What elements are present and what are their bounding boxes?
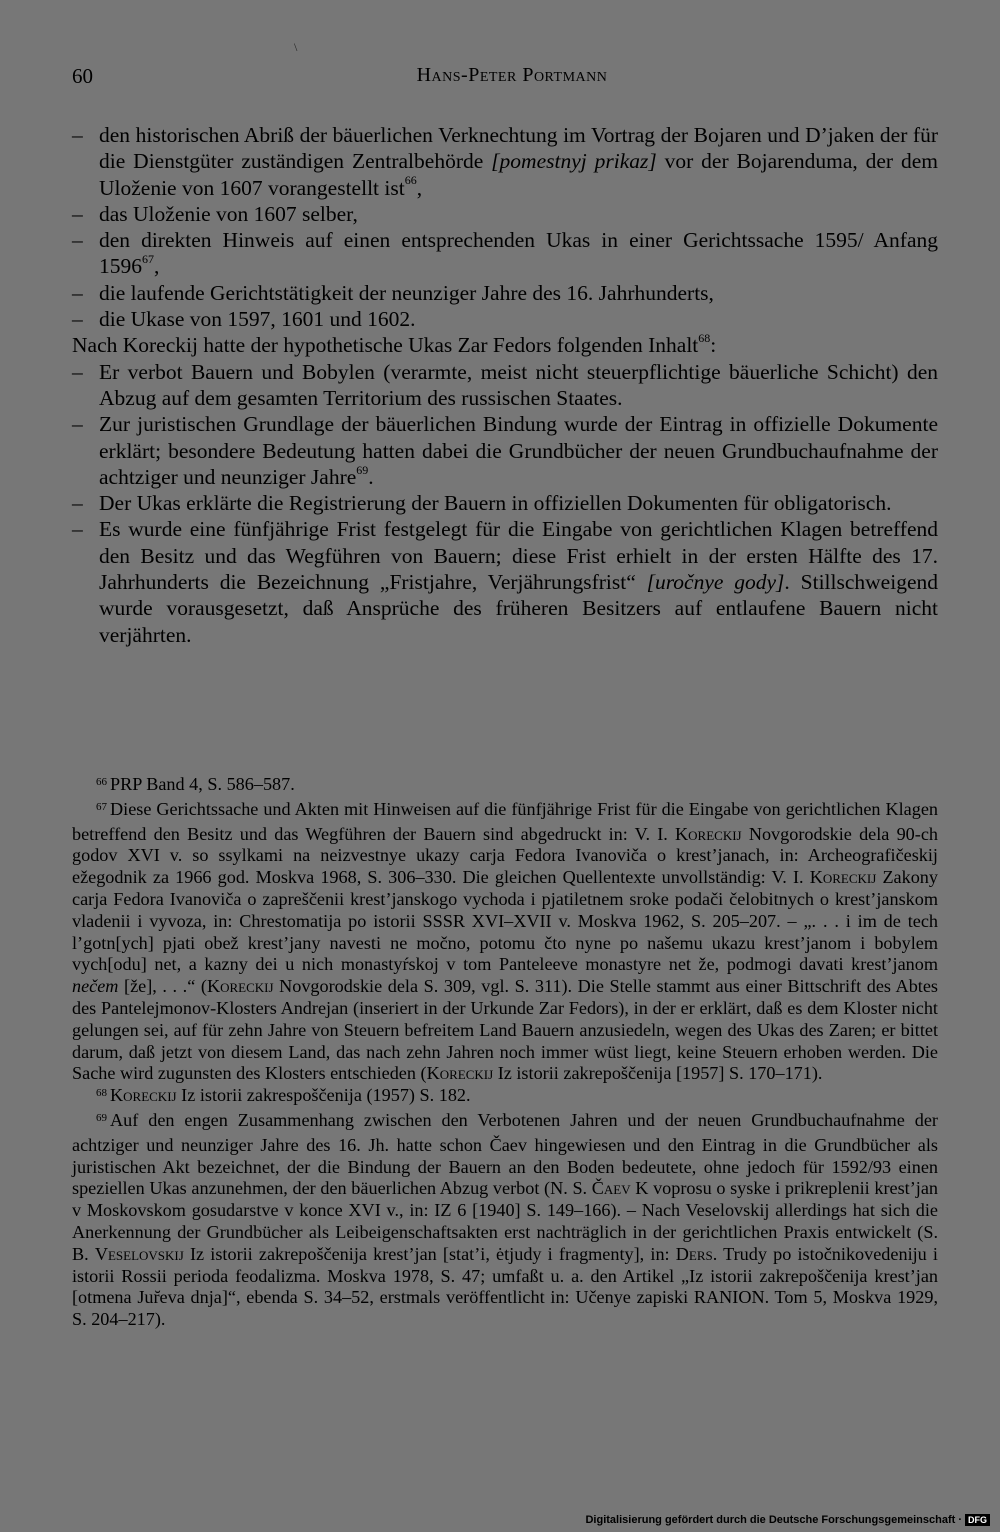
page-header [72,64,952,94]
footnote-ref: 67 [142,252,154,267]
footnotes [72,774,938,1331]
digitization-credit [585,1514,990,1526]
list-item: – Es wurde eine fünfjährige Frist festgelegt für die Eingabe von gerichtlichen Klagen betreffend den Besitz und das Wegführen von Bauern; diese Frist erhielt in der ersten Hälfte des 17. Jahrhunderts die Bezeichnung „Fristjahre, Verjährungsfrist“ [uročnye gody]. Stillschweigend wurde vorausgesetzt, daß Ansprüche des früheren Besitzers auf entlaufene Bauern nicht verjährten. [72,517,938,647]
scan-speck: \ [294,40,298,54]
footnote-67: $^{67}$ Diese Gerichtssache und Akten mit Hinweisen auf die fünfjährige Frist für die Eingabe von gerichtlichen Klagen betreffend den Besitz und das Wegführen der Bauern sind abgedruckt in: V. I. Koreckij Novgorodskie dela 90-ch godov XVI v. so ssylkami na neizvestnye ukazy carja Fedora Ivanoviča o krest’janach, in: Archeografičeskij ežegodnik za 1966 god. Moskva 1968, S. 306–330. Die gleichen Quellentexte unvollständig: V. I. Koreckij Zakony carja Fedora Ivanoviča o zapreščenii krest’janskogo vychoda i pjatiletnem sroke podači čelobitnych o krest’janskom vladenii i vyvoza, in: Chrestomatija po istorii SSSR XVI–XVII v. Moskva 1962, S. 205–207. – „. . . i im de tech l’gotn[ych] pjati obež krest’jany navesti ne močno, potomu čto nyne po našemu ukazu krest’janom i bobylem vych[odu] net, a kazny dei u nich monastyŕskoj v tom Panteleeve monastyre net že, podmogi davati krest’janom nečem [že], . . .“ (Koreckij Novgorodskie dela S. 309, vgl. S. 311). Die Stelle stammt aus einer Bittschrift des Abtes des Pantelejmonov-Klosters Andrejan (inseriert in der Urkunde Zar Fedors), in der er erklärt, daß es dem Kloster nicht gelungen sei, auf für zehn Jahre von Steuern befreitem Land Bauern anzusiedeln, wegen des Ukas des Zaren; er bittet darum, daß jetzt von diesem Land, das nach zehn Jahren noch immer wüst liegt, keine Steuern erhoben werden. Die Sache wird zugunsten des Klosters entschieden (Koreckij Iz istorii zakrepoščenija [1957] S. 170–171). [72,798,938,1084]
footnote-ref: 68 [698,331,711,346]
main-text [72,122,938,648]
footnote-68: $^{68}$ Koreckij Iz istorii zakrespoščenija (1957) S. 182. [96,1085,471,1106]
list-item: – die Ukase von 1597, 1601 und 1602. [72,307,416,332]
footnote-ref: 66 [404,173,417,188]
dfg-logo-icon: DFG [965,1514,990,1526]
credit-text: Digitalisierung gefördert durch die Deutsche Forschungsgemeinschaft · [585,1514,962,1526]
list-item: – Er verbot Bauern und Bobylen (verarmte, meist nicht steuerpflichtige bäuerliche Schicht) den Abzug auf dem gesamten Territorium des russischen Staates. [72,359,938,410]
running-head: Hans-Peter Portmann [416,64,608,86]
list-item: – die laufende Gerichtstätigkeit der neunziger Jahre des 16. Jahrhunderts, [72,280,714,305]
list-item: – den historischen Abriß der bäuerlichen Verknechtung im Vortrag der Bojaren und D’jaken der für die Dienstgüter zuständigen Zentralbehörde [pomestnyj prikaz] vor der Bojarenduma, der dem Uloženie von 1607 vorangestellt ist$^{66}$, [72,123,938,200]
list-item: – Zur juristischen Grundlage der bäuerlichen Bindung wurde der Eintrag in offizielle Dokumente erklärt; besondere Bedeutung hatten dabei die Grundbücher der neuen Grundbuchaufnahme der achtziger und neunziger Jahre$^{69}$. [72,412,938,489]
footnote-69: $^{69}$ Auf den engen Zusammenhang zwischen den Verbotenen Jahren und der neuen Grundbuchaufnahme der achtziger und neunziger Jahre des 16. Jh. hatte schon Čaev hingewiesen und den Eintrag in die Grundbücher als juristischen Akt bezeichnet, der die Bindung der Bauern an den Boden bedeutete, ohne jedoch für 1592/93 einen speziellen Ukas anzunehmen, der den bäuerlichen Abzug verbot (N. S. Čaev K voprosu o syske i prikreplenii krest’jan v Moskovskom gosudarstve v konce XVI v., in: IZ 6 [1940] S. 149–166). – Nach Veselovskij allerdings hat sich die Anerkennung der Grundbücher als Leibeigenschaftsakten erst nachträglich in der gerichtlichen Praxis entwickelt (S. B. Veselovskij Iz istorii zakrepoščenija krest’jan [stat’i, ėtjudy i fragmenty], in: Ders. Trudy po istočnikovedeniju i istorii Rossii perioda feodalizma. Moskva 1978, S. 47; umfaßt u. a. den Artikel „Iz istorii zakrepoščenija krest’jan [otmena Jur̆eva dnja]“, ebenda S. 34–52, erstmals veröffentlicht in: Učenye zapiski RANION. Tom 5, Moskva 1929, S. 204–217). [72,1109,938,1330]
list-item: – den direkten Hinweis auf einen entsprechenden Ukas in einer Gerichtssache 1595/ Anfang 1596$^{67}$, [72,228,938,279]
page-number: 60 [72,64,93,88]
list-item: – das Uloženie von 1607 selber, [72,201,358,226]
paragraph: Nach Koreckij hatte der hypothetische Ukas Zar Fedors folgenden Inhalt$^{68}$: [72,331,717,358]
footnote-66: $^{66}$ PRP Band 4, S. 586–587. [96,774,295,794]
list-item: – Der Ukas erklärte die Registrierung der Bauern in offiziellen Dokumenten für obligatorisch. [72,491,892,516]
footnote-ref: 69 [356,462,369,477]
